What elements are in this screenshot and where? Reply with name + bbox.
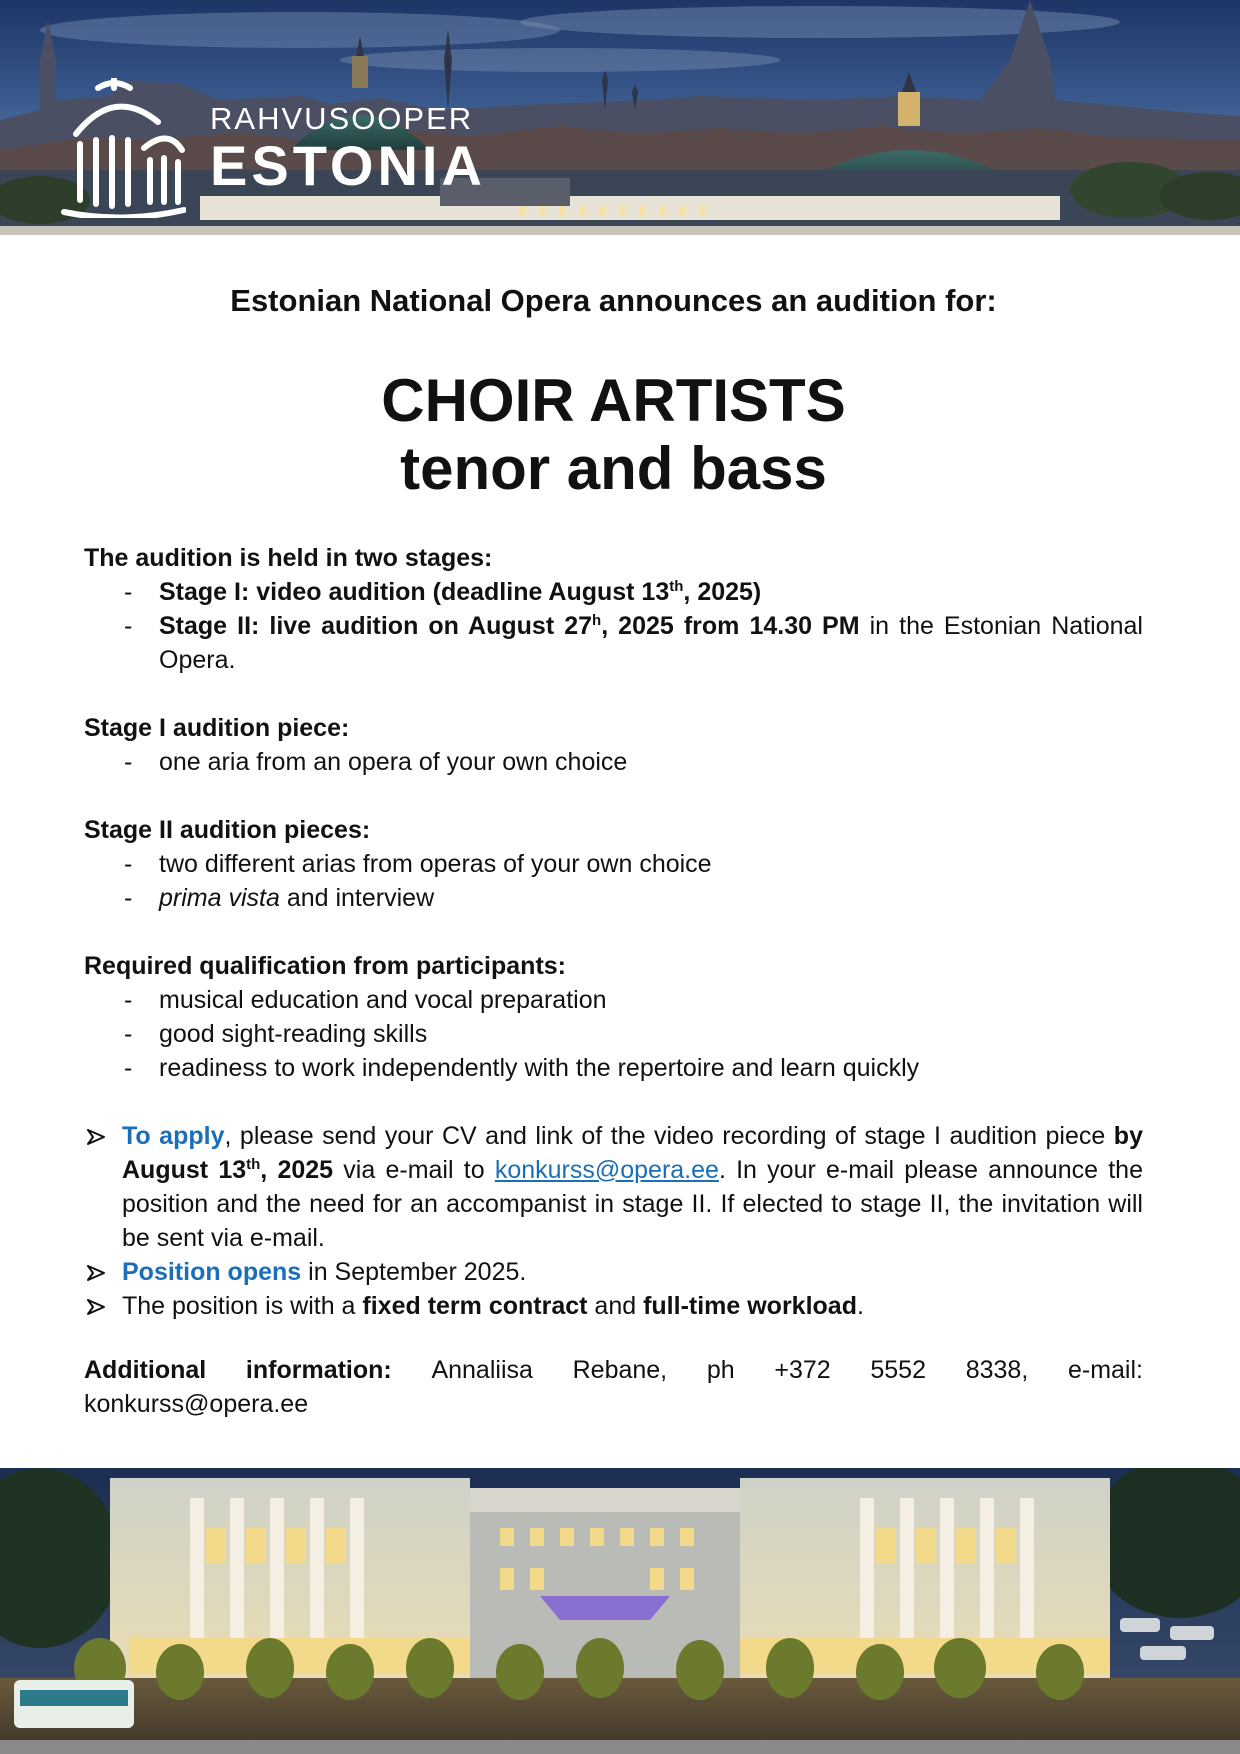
opera-house-night-illustration bbox=[0, 1468, 1240, 1754]
position-title-line-2: tenor and bass bbox=[400, 434, 827, 502]
brand-logo bbox=[58, 78, 486, 218]
stage-1-piece-section bbox=[84, 711, 1143, 779]
brand-line-2: ESTONIA bbox=[210, 133, 486, 197]
opera-house-logo-icon bbox=[58, 78, 186, 218]
stage-1-piece-heading: Stage I audition piece: bbox=[84, 713, 350, 742]
arrowhead-bullet-icon bbox=[86, 1264, 106, 1282]
email-link[interactable]: konkurss@opera.ee bbox=[494, 1155, 719, 1184]
position-title-line-1: CHOIR ARTISTS bbox=[381, 367, 846, 435]
list-item: - readiness to work independently with the repertoire and learn quickly bbox=[124, 1051, 1143, 1085]
additional-information-line: Additional information: Annaliisa Rebane, ph +372 5552 8338, e-mail: bbox=[84, 1355, 1143, 1384]
stage-2-pieces-heading: Stage II audition pieces: bbox=[84, 815, 371, 844]
list-item: - good sight-reading skills bbox=[124, 1017, 1143, 1051]
apply-item: To apply, please send your CV and link of the video recording of stage I audition piece by August 13th, 2025 via e-mail to konkurss@opera.ee. In your e-mail please announce the position and the need for an accompanist in stage II. If elected to stage II, the invitation will be sent via e-mail. bbox=[84, 1119, 1143, 1255]
stage-1-item: - Stage I: video audition (deadline August 13th, 2025) bbox=[124, 575, 1143, 609]
stages-section bbox=[84, 541, 1143, 677]
additional-information bbox=[84, 1353, 1143, 1421]
arrowhead-bullet-icon bbox=[86, 1298, 106, 1316]
brand-line-1: RAHVUSOOPER bbox=[210, 100, 474, 136]
qualification-heading: Required qualification from participants: bbox=[84, 951, 566, 980]
list-item: - two different arias from operas of your own choice bbox=[124, 847, 1143, 881]
stages-heading: The audition is held in two stages: bbox=[84, 543, 493, 572]
arrowhead-bullet-icon bbox=[86, 1128, 106, 1146]
application-info bbox=[84, 1119, 1143, 1323]
position-title bbox=[84, 367, 1143, 503]
stage-2-item: - Stage II: live audition on August 27$^h$, 2025 from 14.30 PM in the Estonian National Opera. bbox=[124, 609, 1143, 677]
announcement-heading: Estonian National Opera announces an audition for: bbox=[230, 283, 997, 318]
list-item: - musical education and vocal preparation bbox=[124, 983, 1143, 1017]
header-cityscape-image bbox=[0, 0, 1240, 235]
qualification-section bbox=[84, 949, 1143, 1085]
list-item: - one aria from an opera of your own choice bbox=[124, 745, 1143, 779]
contact-email: konkurss@opera.ee bbox=[84, 1389, 309, 1418]
stage-2-pieces-section bbox=[84, 813, 1143, 915]
announcement-body bbox=[84, 282, 1143, 1421]
position-opens-item: Position opens in September 2025. bbox=[84, 1255, 1143, 1289]
list-item: - prima vista and interview bbox=[124, 881, 1143, 915]
footer-opera-house-image bbox=[0, 1468, 1240, 1754]
contract-item: The position is with a fixed term contract and full-time workload. bbox=[84, 1289, 1143, 1323]
